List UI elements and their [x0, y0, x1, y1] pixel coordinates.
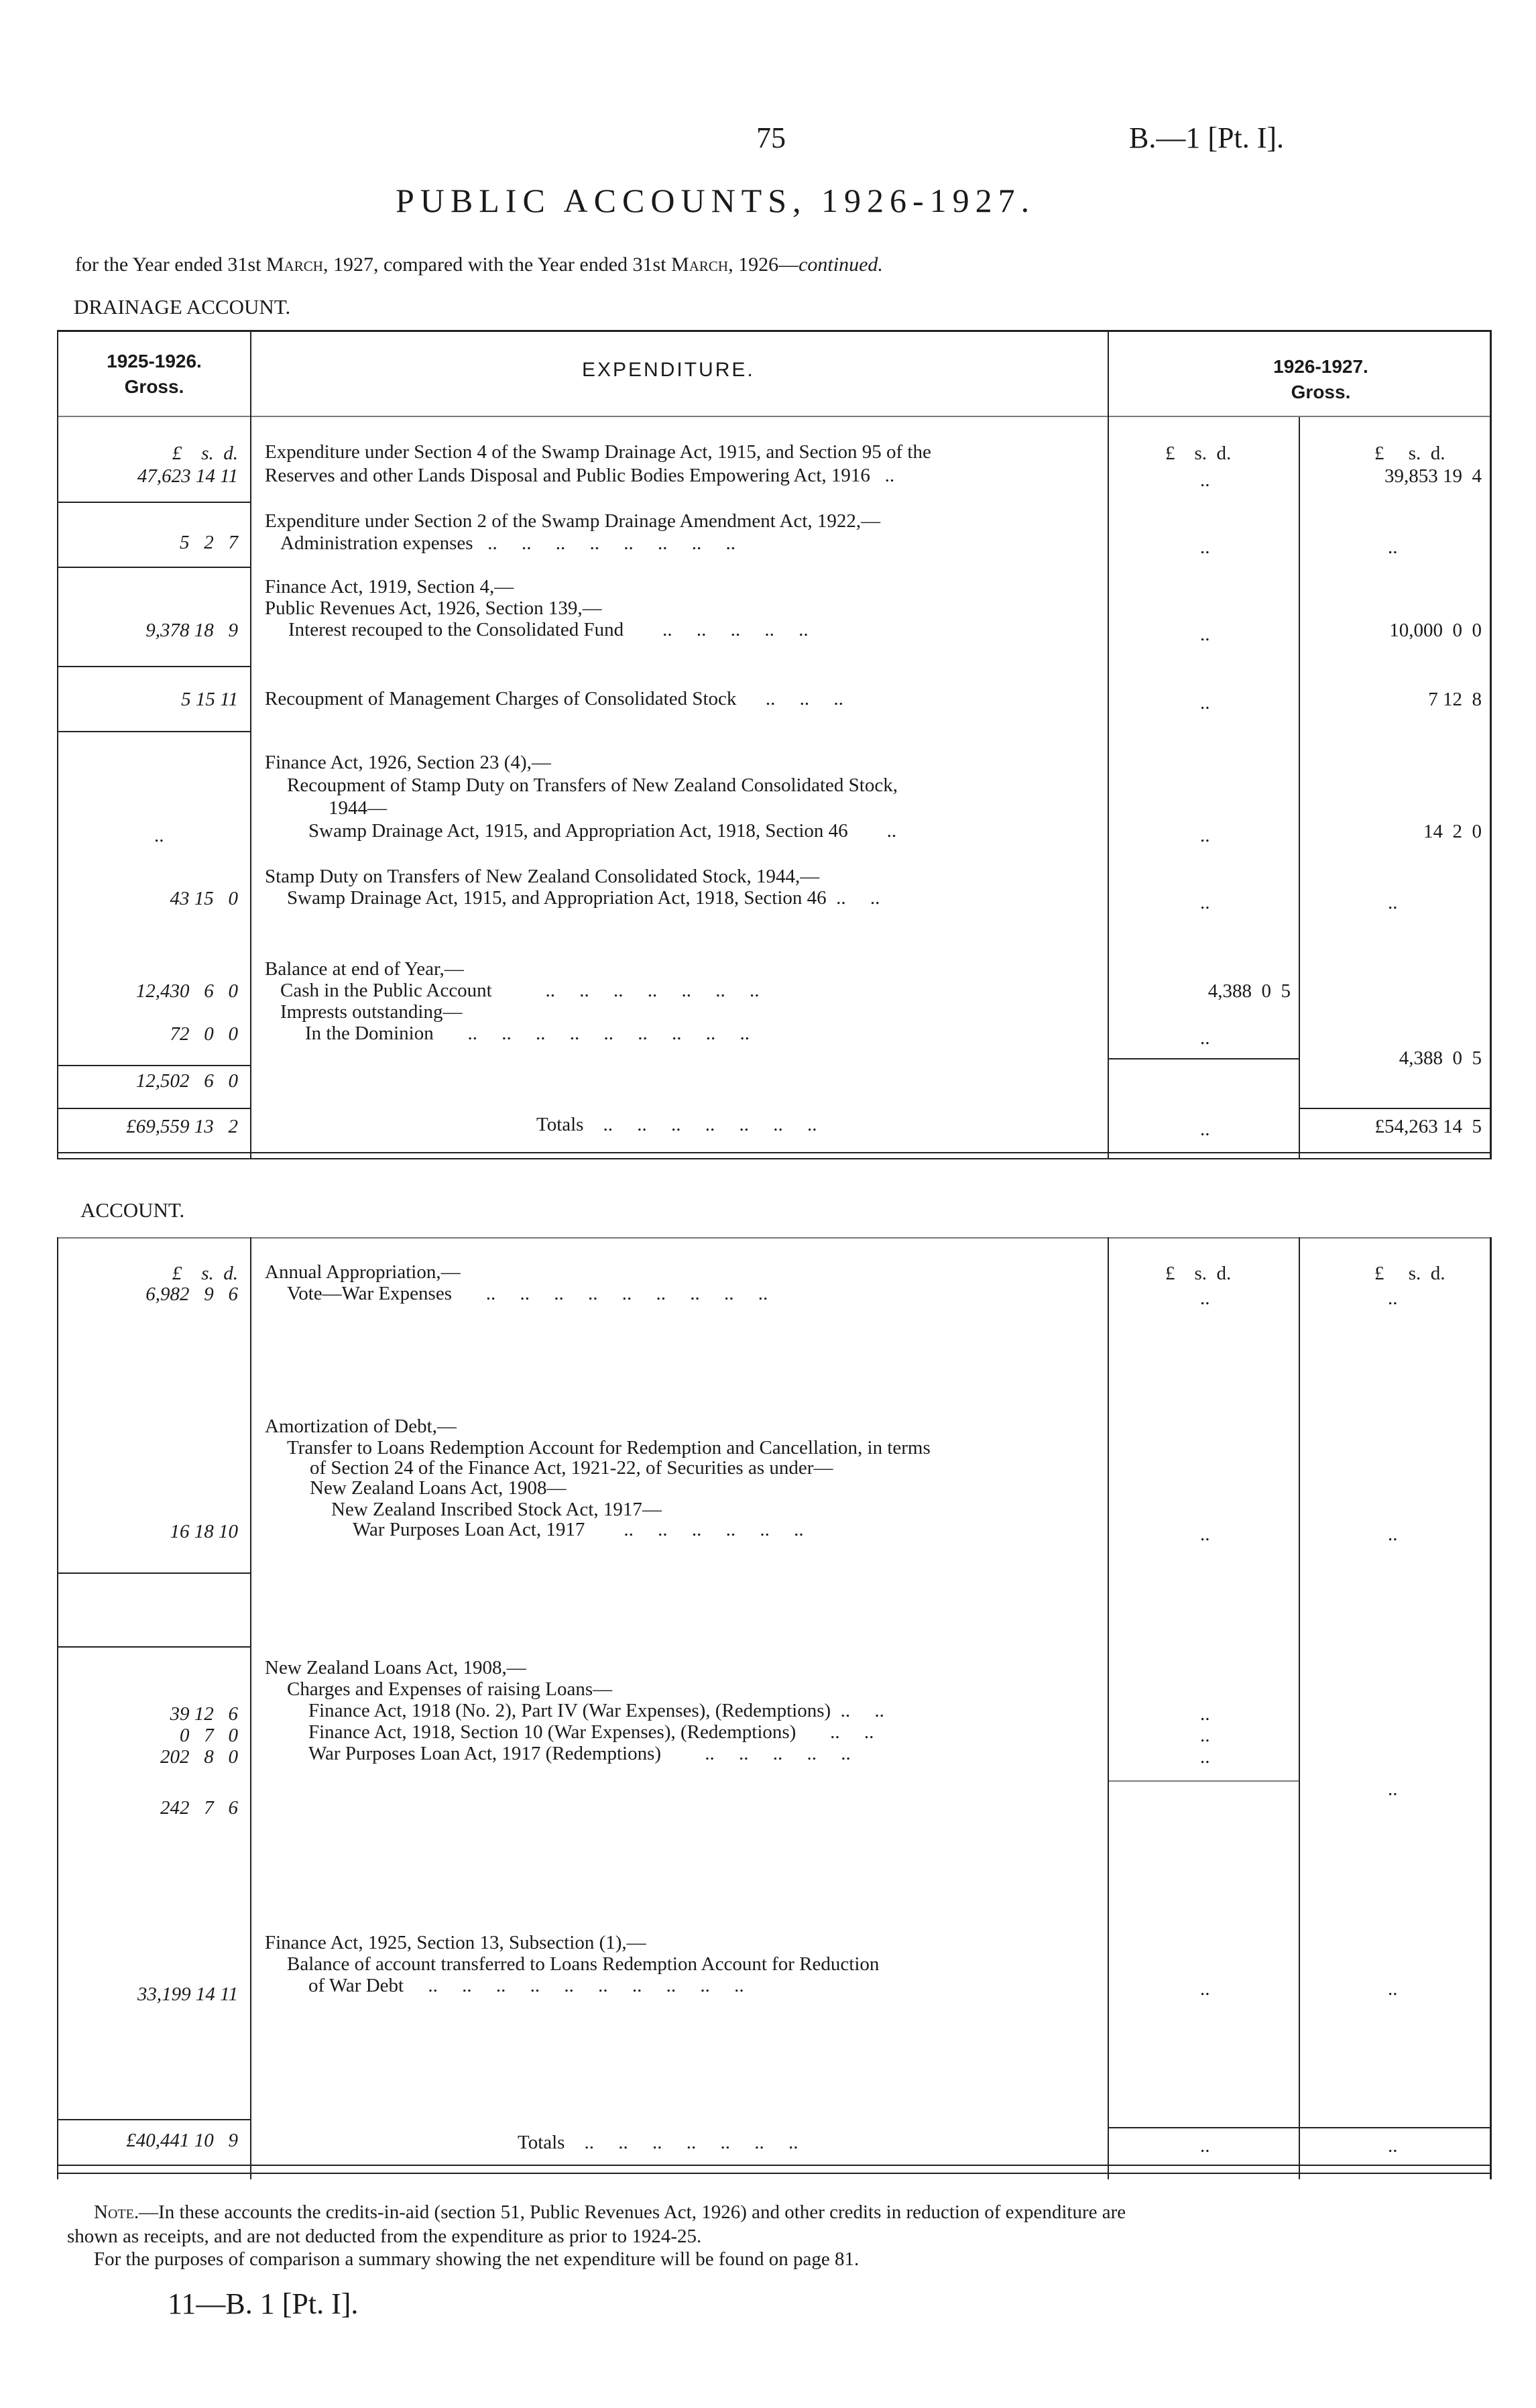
- page-number: 75: [756, 121, 786, 154]
- war-currency-mid: £ s. d.: [1165, 1263, 1232, 1284]
- prev-year-header: 1925-1926. Gross.: [107, 351, 202, 397]
- note-label: Note.: [94, 2201, 139, 2223]
- page-subtitle: for the Year ended 31st March, 1927, compared with the Year ended 31st March, 1926—continued.: [75, 253, 883, 276]
- war-section-title: ACCOUNT.: [80, 1198, 185, 1222]
- note-line-2: shown as receipts, and are not deducted from the expenditure as prior to 1924-25.: [67, 2226, 702, 2247]
- currency-label-left: £ s. d.: [172, 443, 238, 464]
- drainage-section-title: DRAINAGE ACCOUNT.: [74, 295, 291, 319]
- curr-year-header: 1926-1927. Gross.: [1273, 356, 1368, 402]
- page-title: PUBLIC ACCOUNTS, 1926-1927.: [396, 182, 1036, 219]
- currency-label-right: £ s. d.: [1374, 443, 1445, 464]
- war-currency-left: £ s. d.: [172, 1263, 238, 1284]
- war-currency-right: £ s. d.: [1374, 1263, 1445, 1284]
- note-line-3: For the purposes of comparison a summary showing the net expenditure will be found on page 81.: [94, 2248, 860, 2270]
- note-paragraph: Note.—In these accounts the credits-in-aid (section 51, Public Revenues Act, 1926) and other credits in reduction of expenditure are: [94, 2201, 1126, 2223]
- document-reference: B.—1 [Pt. I].: [1129, 121, 1284, 154]
- page-footer: 11—B. 1 [Pt. I].: [168, 2287, 359, 2320]
- expenditure-header: EXPENDITURE.: [582, 359, 755, 381]
- currency-label-mid: £ s. d.: [1165, 443, 1232, 464]
